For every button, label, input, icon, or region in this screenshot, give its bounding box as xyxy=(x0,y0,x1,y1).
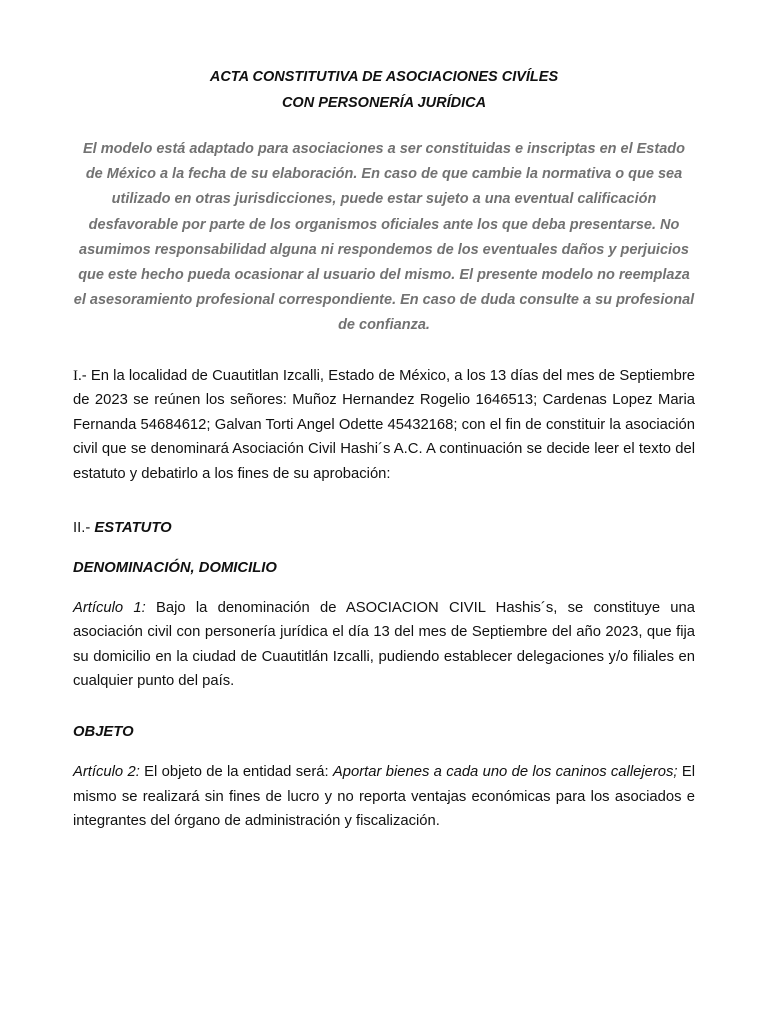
denominacion-heading: DENOMINACIÓN, DOMICILIO xyxy=(73,559,277,576)
section-i-paragraph xyxy=(73,364,695,487)
article-2-text-after: El mismo se realizará sin fines de lucro y no reporta ventajas económicas para los asociados e integrantes del órgano de administración y fiscalización. xyxy=(73,763,695,830)
disclaimer-paragraph: El modelo está adaptado para asociaciones a ser constituidas e inscriptas en el Estado de México a la fecha de su elaboración. En caso de que cambie la normativa o que sea utilizado en otras jurisdicciones, puede estar sujeto a una eventual calificación desfavorable por parte de los organismos oficiales ante los que deba presentarse. No asumimos responsabilidad alguna ni respondemos de los eventuales daños y perjuicios que este hecho pueda ocasionar al usuario del mismo. El presente modelo no reemplaza el asesoramiento profesional correspondiente. En caso de duda consulte a su profesional de confianza. xyxy=(73,141,695,334)
article-1-label: Artículo 1: xyxy=(73,599,146,616)
objeto-heading: OBJETO xyxy=(73,723,134,740)
article-2-object-text: Aportar bienes a cada uno de los caninos callejeros; xyxy=(332,763,678,780)
article-2-label: Artículo 2: xyxy=(73,763,140,780)
document-page xyxy=(73,56,695,834)
section-ii-heading xyxy=(73,516,695,540)
article-2-text-before: El objeto de la entidad será: xyxy=(139,763,333,780)
document-title-line-2: CON PERSONERÍA JURÍDICA xyxy=(281,95,487,111)
article-1-text: Bajo la denominación de ASOCIACION CIVIL Hashis´s, se constituye una asociación civil con personería jurídica el día 13 del mes de Septiembre del año 2023, que fija su domicilio en la ciudad de Cuautitlán Izcalli, pudiendo establecer delegaciones y/o filiales en cualquier punto del país. xyxy=(73,599,695,690)
section-i-numeral: I. xyxy=(73,367,82,384)
document-title-line-1: ACTA CONSTITUTIVA DE ASOCIACIONES CIVÍLES xyxy=(209,69,559,85)
article-2-paragraph xyxy=(73,760,695,834)
section-i-text: - En la localidad de Cuautitlan Izcalli, Estado de México, a los 13 días del mes de Septiembre de 2023 se reúnen los señores: Muñoz Hernandez Rogelio 1646513; Cardenas Lopez Maria Fernanda 54684612; Galvan Torti Angel Odette 45432168; con el fin de constituir la asociación civil que se denominará Asociación Civil Hashi´s A.C. A continuación se decide leer el texto del estatuto y debatirlo a los fines de su aprobación: xyxy=(73,367,695,482)
section-ii-title: ESTATUTO xyxy=(94,519,172,536)
section-ii-numeral: II.- xyxy=(73,519,95,536)
article-1-paragraph xyxy=(73,596,695,694)
